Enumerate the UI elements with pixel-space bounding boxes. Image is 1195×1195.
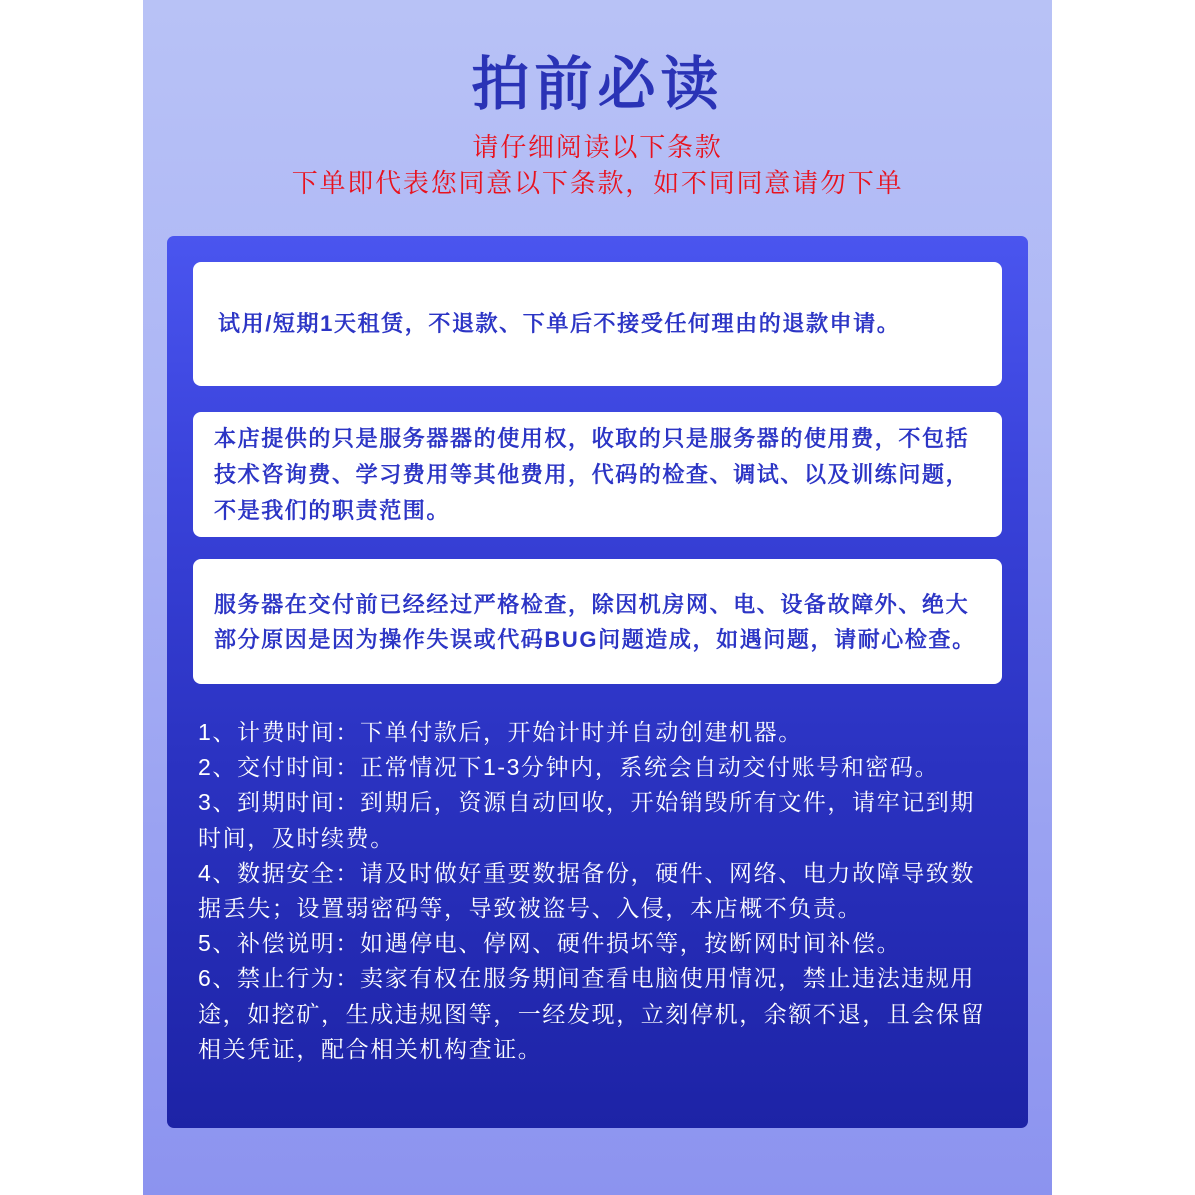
term-item-prohibited (198, 961, 1013, 1067)
terms-list (198, 715, 1013, 1067)
warning-subtitle-line-2: 下单即代表您同意以下条款，如不同同意请勿下单 (291, 168, 904, 198)
terms-card (167, 236, 1028, 1128)
notice-line: 试用/短期1天租赁，不退款、下单后不接受任何理由的退款申请。 (218, 311, 901, 336)
term-item-delivery (198, 750, 1013, 785)
term-line: 4、数据安全：请及时做好重要数据备份，硬件、网络、电力故障导致数 (198, 859, 975, 886)
term-line: 6、禁止行为：卖家有权在服务期间查看电脑使用情况，禁止违法违规用 (198, 965, 975, 992)
term-item-expiry (198, 785, 1013, 855)
term-line: 5、补偿说明：如遇停电、停网、硬件损坏等，按断网时间补偿。 (198, 930, 902, 957)
notice-line: 部分原因是因为操作失误或代码BUG问题造成，如遇问题，请耐心检查。 (214, 626, 976, 652)
term-line: 3、到期时间：到期后，资源自动回收，开始销毁所有文件，请牢记到期 (198, 789, 975, 816)
notice-line: 本店提供的只是服务器器的使用权，收取的只是服务器的使用费，不包括 (214, 425, 970, 451)
term-item-compensation (198, 926, 1013, 961)
term-item-data-security (198, 856, 1013, 926)
term-line: 时间，及时续费。 (198, 824, 395, 851)
notice-box-scope (193, 412, 1002, 537)
term-line: 2、交付时间：正常情况下1-3分钟内，系统会自动交付账号和密码。 (198, 754, 940, 781)
warning-subtitle-line-1: 请仔细阅读以下条款 (472, 132, 723, 162)
page-title: 拍前必读 (471, 52, 724, 117)
notice-line: 不是我们的职责范围。 (214, 497, 451, 523)
notice-box-inspection (193, 559, 1002, 684)
term-item-billing (198, 715, 1013, 750)
term-line: 途，如挖矿，生成违规图等，一经发现，立刻停机，余额不退，且会保留 (198, 1000, 986, 1027)
notice-line: 服务器在交付前已经经过严格检查，除因机房网、电、设备故障外、绝大 (214, 591, 970, 617)
notice-box-refund (193, 262, 1002, 386)
term-line: 据丢失；设置弱密码等，导致被盗号、入侵，本店概不负责。 (198, 895, 863, 922)
term-line: 1、计费时间：下单付款后，开始计时并自动创建机器。 (198, 719, 803, 745)
term-line: 相关凭证，配合相关机构查证。 (198, 1035, 543, 1062)
notice-line: 技术咨询费、学习费用等其他费用，代码的检查、调试、以及训练问题， (214, 461, 970, 487)
